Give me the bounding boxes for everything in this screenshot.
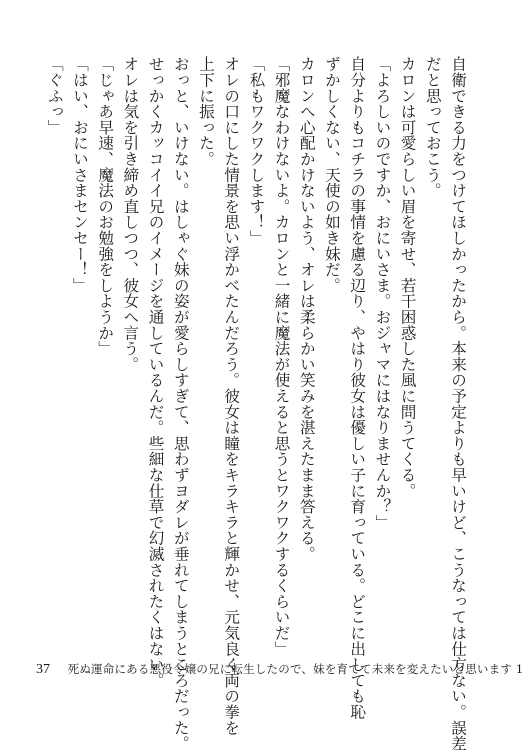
text-line: 「私もワクワクします！」 <box>247 56 266 246</box>
text-line: 「はい、おにいさまセンセー！」 <box>70 56 89 293</box>
text-line: オレは気を引き締め直しつつ、彼女へ言う。 <box>121 56 140 372</box>
text-line: カロンへ心配かけないよう、オレは柔らかい笑みを湛えたまま答える。 <box>297 56 316 562</box>
text-line: オレの口にした情景を思い浮かべたんだろう。彼女は瞳をキラキラと輝かせ、元気良く両の拳を <box>222 56 241 736</box>
text-line: 「じゃあ早速、魔法のお勉強をしようか」 <box>96 56 115 357</box>
text-line: ずかしくない、天使の如き妹だ。 <box>322 56 341 293</box>
text-line: 自分よりもコチラの事情を慮る辺り、やはり彼女は優しい子に育っている。どこに出しても恥 <box>348 56 367 720</box>
text-line: せっかくカッコイイ兄のイメージを通しているんだ。些細な仕草で幻滅されたくはない。 <box>146 56 165 688</box>
page-footer <box>36 661 523 679</box>
text-line: 上下に振った。 <box>196 56 215 167</box>
book-title: 死ぬ運命にある悪役令嬢の兄に転生したので、妹を育てて未来を変えたいと思います 1 <box>67 662 523 676</box>
text-line: カロンは可愛らしい眉を寄せ、若干困惑した風に問うてくる。 <box>398 56 417 499</box>
page-number: 37 <box>36 662 50 677</box>
text-line: 「邪魔なわけないよ。カロンと一緒に魔法が使えると思うとワクワクするくらいだ」 <box>272 56 291 657</box>
text-line: 自衛できる力をつけてほしかったから。本来の予定よりも早いけど、こうなっては仕方ない。誤差 <box>449 56 467 751</box>
text-line: 「ぐふっ」 <box>45 56 64 135</box>
text-line: おっと、いけない。はしゃぐ妹の姿が愛らしすぎて、思わずヨダレが垂れてしまうところだった。 <box>171 56 190 751</box>
text-line: だと思っておこう。 <box>423 56 442 199</box>
text-line: 「よろしいのですか、おにいさま。おジャマにはなりませんか？」 <box>373 56 392 530</box>
